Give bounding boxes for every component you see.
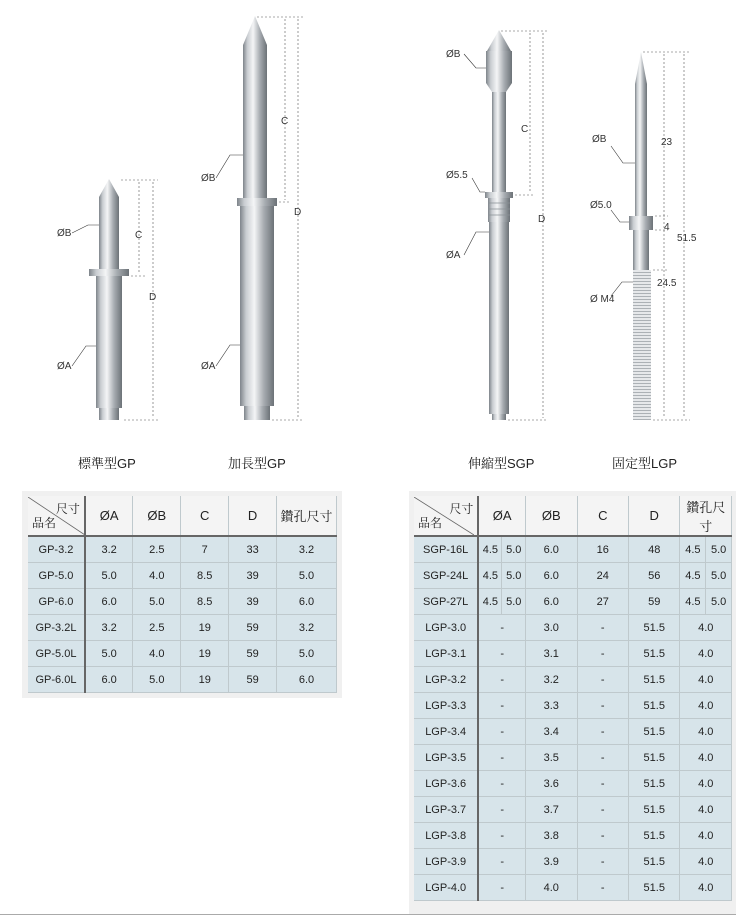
table-cell: 51.5 — [629, 771, 680, 797]
table-cell: 3.0 — [526, 615, 577, 641]
extended-dia-b-label: ØB — [201, 173, 216, 184]
extended-gp-pin — [216, 16, 303, 420]
table-cell: - — [577, 849, 628, 875]
table-cell: 3.4 — [526, 719, 577, 745]
table-row — [414, 719, 732, 745]
table-cell: - — [478, 875, 525, 901]
table-row — [414, 667, 732, 693]
table-cell: 19 — [181, 641, 229, 667]
standard-dia-a-label: ØA — [57, 361, 72, 372]
bottom-divider — [0, 914, 736, 915]
sgp-model-cell: SGP-27L — [414, 589, 478, 615]
table-cell: 59 — [229, 641, 277, 667]
table-cell: 3.3 — [526, 693, 577, 719]
table-cell: 5.0 — [706, 563, 732, 589]
gp-header-c: C — [181, 496, 229, 536]
table-cell: 7 — [181, 536, 229, 563]
table-cell: 6.0 — [277, 589, 337, 615]
table-cell: 4.0 — [680, 693, 732, 719]
gp-model-cell: GP-5.0L — [28, 641, 85, 667]
table-cell: 4.0 — [680, 667, 732, 693]
telescopic-c-label: C — [521, 124, 529, 135]
table-cell: - — [478, 849, 525, 875]
table-cell: - — [478, 615, 525, 641]
sgp-header-c: C — [577, 496, 628, 536]
table-cell: - — [577, 641, 628, 667]
telescopic-sgp-caption: 伸縮型SGP — [468, 456, 535, 471]
table-cell: 6.0 — [526, 589, 577, 615]
table-cell: 5.0 — [502, 536, 526, 563]
table-cell: - — [478, 641, 525, 667]
table-cell: 3.2 — [526, 667, 577, 693]
table-cell: 5.0 — [85, 641, 133, 667]
gp-model-cell: GP-6.0L — [28, 667, 85, 693]
standard-gp-caption: 標準型GP — [78, 456, 136, 471]
sgp-model-cell: SGP-16L — [414, 536, 478, 563]
table-row — [414, 771, 732, 797]
table-cell: - — [478, 771, 525, 797]
lgp-model-cell: LGP-3.8 — [414, 823, 478, 849]
table-cell: 51.5 — [629, 797, 680, 823]
table-cell: 2.5 — [133, 536, 181, 563]
table-cell: 51.5 — [629, 667, 680, 693]
table-cell: - — [577, 693, 628, 719]
lgp-model-cell: LGP-3.6 — [414, 771, 478, 797]
table-cell: 3.2 — [85, 615, 133, 641]
table-row — [414, 797, 732, 823]
table-cell: 51.5 — [629, 745, 680, 771]
standard-c-label: C — [135, 230, 143, 241]
table-cell: 4.0 — [680, 745, 732, 771]
table-row — [28, 641, 337, 667]
table-cell: 8.5 — [181, 589, 229, 615]
gp-model-cell: GP-6.0 — [28, 589, 85, 615]
gp-model-cell: GP-3.2 — [28, 536, 85, 563]
table-cell: 5.0 — [85, 563, 133, 589]
table-cell: - — [577, 667, 628, 693]
table-row — [28, 589, 337, 615]
fixed-dia-m4-label: Ø M4 — [590, 294, 615, 305]
table-row — [414, 615, 732, 641]
table-cell: 4.0 — [526, 875, 577, 901]
sgp-lgp-spec-table-panel — [409, 491, 736, 915]
table-row — [28, 615, 337, 641]
table-row — [414, 589, 732, 615]
table-cell: 59 — [229, 615, 277, 641]
gp-spec-table — [28, 496, 337, 693]
table-cell: 4.5 — [478, 563, 502, 589]
table-cell: 6.0 — [526, 563, 577, 589]
table-cell: 4.0 — [680, 771, 732, 797]
table-cell: 5.0 — [277, 563, 337, 589]
fixed-lgp-caption: 固定型LGP — [612, 456, 678, 471]
lgp-model-cell: LGP-3.4 — [414, 719, 478, 745]
sgp-header-d: D — [629, 496, 680, 536]
gp-header-drill-size: 鑽孔尺寸 — [277, 496, 337, 536]
table-cell: - — [478, 693, 525, 719]
sgp-header-drill-size: 鑽孔尺寸 — [680, 496, 732, 536]
table-row — [414, 641, 732, 667]
extended-d-label: D — [294, 207, 302, 218]
extended-gp-caption: 加長型GP — [228, 456, 286, 471]
table-cell: - — [478, 823, 525, 849]
table-row — [28, 563, 337, 589]
telescopic-dia-a-label: ØA — [446, 250, 461, 261]
gp-model-cell: GP-5.0 — [28, 563, 85, 589]
fixed-245-label: 24.5 — [657, 278, 677, 289]
table-cell: 5.0 — [706, 589, 732, 615]
table-row — [414, 693, 732, 719]
table-cell: 3.5 — [526, 745, 577, 771]
sgp-header-dia-a: ØA — [478, 496, 525, 536]
standard-gp-pin — [72, 179, 158, 420]
table-cell: - — [577, 719, 628, 745]
table-cell: 4.0 — [680, 641, 732, 667]
gp-corner-size: 尺寸 — [55, 501, 80, 516]
table-cell: 56 — [629, 563, 680, 589]
table-cell: 6.0 — [526, 536, 577, 563]
gp-header-dia-b: ØB — [133, 496, 181, 536]
lgp-model-cell: LGP-3.2 — [414, 667, 478, 693]
table-cell: 4.0 — [680, 615, 732, 641]
table-cell: 4.5 — [680, 536, 706, 563]
table-cell: 8.5 — [181, 563, 229, 589]
table-cell: 19 — [181, 615, 229, 641]
table-cell: 5.0 — [502, 563, 526, 589]
table-cell: 6.0 — [85, 589, 133, 615]
table-cell: - — [478, 745, 525, 771]
table-cell: 4.5 — [680, 563, 706, 589]
table-cell: 39 — [229, 589, 277, 615]
table-cell: 51.5 — [629, 875, 680, 901]
table-cell: 3.1 — [526, 641, 577, 667]
lgp-model-cell: LGP-4.0 — [414, 875, 478, 901]
table-cell: 3.8 — [526, 823, 577, 849]
table-cell: 3.2 — [277, 615, 337, 641]
table-cell: - — [577, 797, 628, 823]
table-cell: 3.9 — [526, 849, 577, 875]
sgp-header-dia-b: ØB — [526, 496, 577, 536]
table-cell: 4.5 — [478, 536, 502, 563]
gp-spec-table-panel — [22, 491, 342, 698]
lgp-model-cell: LGP-3.5 — [414, 745, 478, 771]
sgp-lgp-spec-table — [414, 496, 732, 901]
gp-header-dia-a: ØA — [85, 496, 133, 536]
table-cell: 4.0 — [133, 563, 181, 589]
table-cell: 19 — [181, 667, 229, 693]
table-cell: 5.0 — [277, 641, 337, 667]
gp-model-cell: GP-3.2L — [28, 615, 85, 641]
telescopic-d-label: D — [538, 214, 546, 225]
table-cell: 59 — [629, 589, 680, 615]
table-cell: 5.0 — [502, 589, 526, 615]
table-cell: - — [577, 875, 628, 901]
fixed-dia-b-label: ØB — [592, 134, 607, 145]
table-cell: 5.0 — [133, 589, 181, 615]
sgp-corner-name: 品名 — [418, 515, 443, 530]
table-cell: 3.6 — [526, 771, 577, 797]
table-row — [28, 667, 337, 693]
table-cell: 5.0 — [133, 667, 181, 693]
table-cell: 4.0 — [680, 849, 732, 875]
table-cell: - — [577, 615, 628, 641]
table-cell: 4.0 — [680, 875, 732, 901]
table-row — [414, 823, 732, 849]
table-cell: 24 — [577, 563, 628, 589]
gp-corner-header — [28, 496, 85, 536]
table-cell: 5.0 — [706, 536, 732, 563]
guide-pin-drawings — [0, 0, 736, 450]
table-row — [414, 563, 732, 589]
table-cell: 59 — [229, 667, 277, 693]
table-cell: 39 — [229, 563, 277, 589]
table-cell: 51.5 — [629, 849, 680, 875]
extended-dia-a-label: ØA — [201, 361, 216, 372]
telescopic-dia-55-label: Ø5.5 — [446, 170, 468, 181]
table-cell: 2.5 — [133, 615, 181, 641]
table-cell: 4.0 — [680, 797, 732, 823]
table-cell: 4.5 — [478, 589, 502, 615]
table-cell: 3.7 — [526, 797, 577, 823]
table-row — [414, 849, 732, 875]
table-cell: 51.5 — [629, 823, 680, 849]
table-cell: 51.5 — [629, 693, 680, 719]
table-cell: 48 — [629, 536, 680, 563]
table-cell: 27 — [577, 589, 628, 615]
table-cell: 3.2 — [85, 536, 133, 563]
table-cell: - — [478, 667, 525, 693]
table-cell: 51.5 — [629, 615, 680, 641]
table-cell: 4.0 — [133, 641, 181, 667]
table-row — [414, 875, 732, 901]
table-cell: - — [577, 823, 628, 849]
sgp-model-cell: SGP-24L — [414, 563, 478, 589]
extended-c-label: C — [281, 116, 289, 127]
telescopic-dia-b-label: ØB — [446, 49, 461, 60]
standard-d-label: D — [149, 292, 157, 303]
table-cell: 51.5 — [629, 641, 680, 667]
lgp-model-cell: LGP-3.9 — [414, 849, 478, 875]
table-cell: - — [577, 745, 628, 771]
fixed-23-label: 23 — [661, 137, 673, 148]
sgp-corner-header — [414, 496, 478, 536]
lgp-model-cell: LGP-3.0 — [414, 615, 478, 641]
sgp-corner-size: 尺寸 — [449, 501, 474, 516]
table-cell: 6.0 — [85, 667, 133, 693]
table-cell: 33 — [229, 536, 277, 563]
fixed-515-label: 51.5 — [677, 233, 697, 244]
table-cell: 6.0 — [277, 667, 337, 693]
gp-corner-name: 品名 — [32, 515, 57, 530]
table-row — [414, 745, 732, 771]
table-cell: 4.0 — [680, 719, 732, 745]
gp-header-d: D — [229, 496, 277, 536]
table-row — [414, 536, 732, 563]
telescopic-sgp-pin — [464, 30, 548, 420]
table-cell: - — [478, 797, 525, 823]
fixed-4-label: 4 — [664, 222, 670, 233]
table-cell: 51.5 — [629, 719, 680, 745]
table-row — [28, 536, 337, 563]
standard-dia-b-label: ØB — [57, 228, 72, 239]
lgp-model-cell: LGP-3.3 — [414, 693, 478, 719]
table-cell: - — [577, 771, 628, 797]
table-cell: 16 — [577, 536, 628, 563]
table-cell: - — [478, 719, 525, 745]
table-cell: 4.0 — [680, 823, 732, 849]
lgp-model-cell: LGP-3.7 — [414, 797, 478, 823]
fixed-dia-50-label: Ø5.0 — [590, 200, 612, 211]
table-cell: 3.2 — [277, 536, 337, 563]
table-cell: 4.5 — [680, 589, 706, 615]
lgp-model-cell: LGP-3.1 — [414, 641, 478, 667]
